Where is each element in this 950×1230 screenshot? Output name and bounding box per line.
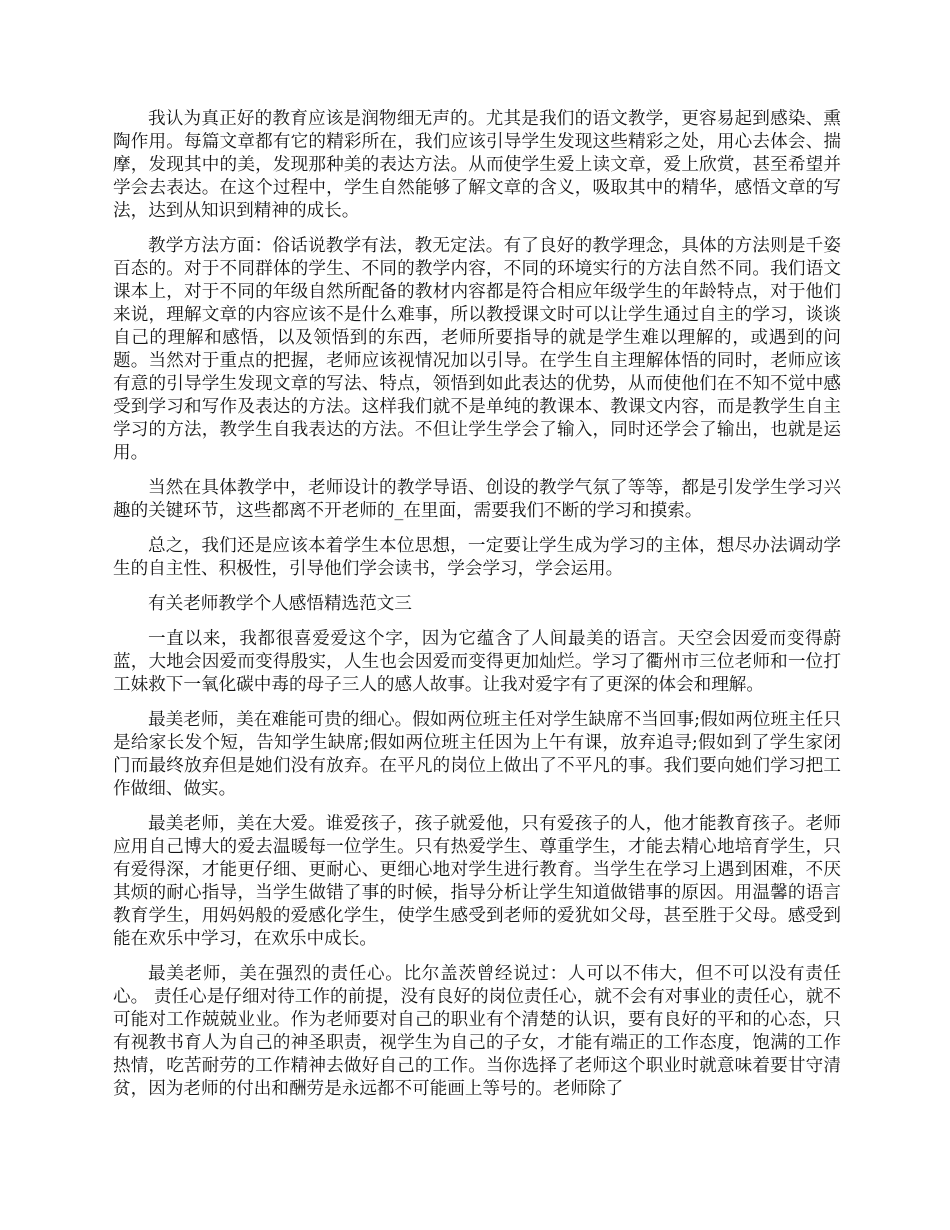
paragraph-8: 最美老师，美在强烈的责任心。比尔盖茨曾经说过：人可以不伟大，但不可以没有责任心。 责任心是仔细对待工作的前提，没有良好的岗位责任心，就不会有对事业的责任心，就不可能对工作兢兢业业。作为老师要对自己的职业有个清楚的认识，要有良好的平和的心态，只有视教书育人为自己的神圣职责，视学生为自己的子女，才能有端正的工作态度，饱满的工作热情，吃苦耐劳的工作精神去做好自己的工作。当你选择了老师这个职业时就意味着要甘守清贫，因为老师的付出和酬劳是永远都不可能画上等号的。老师除了 (113, 964, 841, 1099)
paragraph-7: 最美老师，美在大爱。谁爱孩子，孩子就爱他，只有爱孩子的人，他才能教育孩子。老师应用自己博大的爱去温暖每一位学生。只有热爱学生、尊重学生，才能去精心地培育学生，只有爱得深，才能更仔细、更耐心、更细心地对学生进行教育。当学生在学习上遇到困难，不厌其烦的耐心指导，当学生做错了事的时候，指导分析让学生知道做错事的原因。用温馨的语言教育学生，用妈妈般的爱感化学生，使学生感受到老师的爱犹如父母，甚至胜于父母。感受到能在欢乐中学习，在欢乐中成长。 (113, 814, 841, 949)
paragraph-3: 当然在具体教学中，老师设计的教学导语、创设的教学气氛了等等，都是引发学生学习兴趣的关键环节，这些都离不开老师的_在里面，需要我们不断的学习和摸索。 (113, 478, 841, 521)
section-heading: 有关老师教学个人感悟精选范文三 (148, 594, 412, 614)
paragraph-5: 一直以来，我都很喜爱爱这个字，因为它蕴含了人间最美的语言。天空会因爱而变得蔚蓝，大地会因爱而变得殷实，人生也会因爱而变得更加灿烂。学习了衢州市三位老师和一位打工妹救下一氧化碳中毒的母子三人的感人故事。让我对爱字有了更深的体会和理解。 (113, 629, 841, 695)
paragraph-2: 教学方法方面：俗话说教学有法，教无定法。有了良好的教学理念，具体的方法则是千姿百态的。对于不同群体的学生、不同的教学内容，不同的环境实行的方法自然不同。我们语文课本上，对于不同的年级自然所配备的教材内容都是符合相应年级学生的年龄特点，对于他们来说，理解文章的内容应该不是什么难事，所以教授课文时可以让学生通过自主的学习，谈谈自己的理解和感悟，以及领悟到的东西，老师所要指导的就是学生难以理解的，或遇到的问题。当然对于重点的把握，老师应该视情况加以引导。在学生自主理解体悟的同时，老师应该有意的引导学生发现文章的写法、特点，领悟到如此表达的优势，从而使他们在不知不觉中感受到学习和写作及表达的方法。这样我们就不是单纯的教课本、教课文内容，而是教学生自主学习的方法，教学生自我表达的方法。不但让学生学会了输入，同时还学会了输出，也就是运用。 (113, 236, 841, 463)
paragraph-6: 最美老师，美在难能可贵的细心。假如两位班主任对学生缺席不当回事;假如两位班主任只是给家长发个短，告知学生缺席;假如两位班主任因为上午有课，放弃追寻;假如到了学生家闭门而最终放弃但是她们没有放弃。在平凡的岗位上做出了不平凡的事。我们要向她们学习把工作做细、做实。 (113, 710, 841, 799)
paragraph-1: 我认为真正好的教育应该是润物细无声的。尤其是我们的语文教学，更容易起到感染、熏陶作用。每篇文章都有它的精彩所在，我们应该引导学生发现这些精彩之处，用心去体会、揣摩，发现其中的美，发现那种美的表达方法。从而使学生爱上读文章，爱上欣赏，甚至希望并学会去表达。在这个过程中，学生自然能够了解文章的含义，吸取其中的精华，感悟文章的写法，达到从知识到精神的成长。 (113, 109, 841, 221)
paragraph-4: 总之，我们还是应该本着学生本位思想，一定要让学生成为学习的主体，想尽办法调动学生的自主性、积极性，引导他们学会读书，学会学习，学会运用。 (113, 536, 841, 579)
document-body (113, 108, 841, 1113)
